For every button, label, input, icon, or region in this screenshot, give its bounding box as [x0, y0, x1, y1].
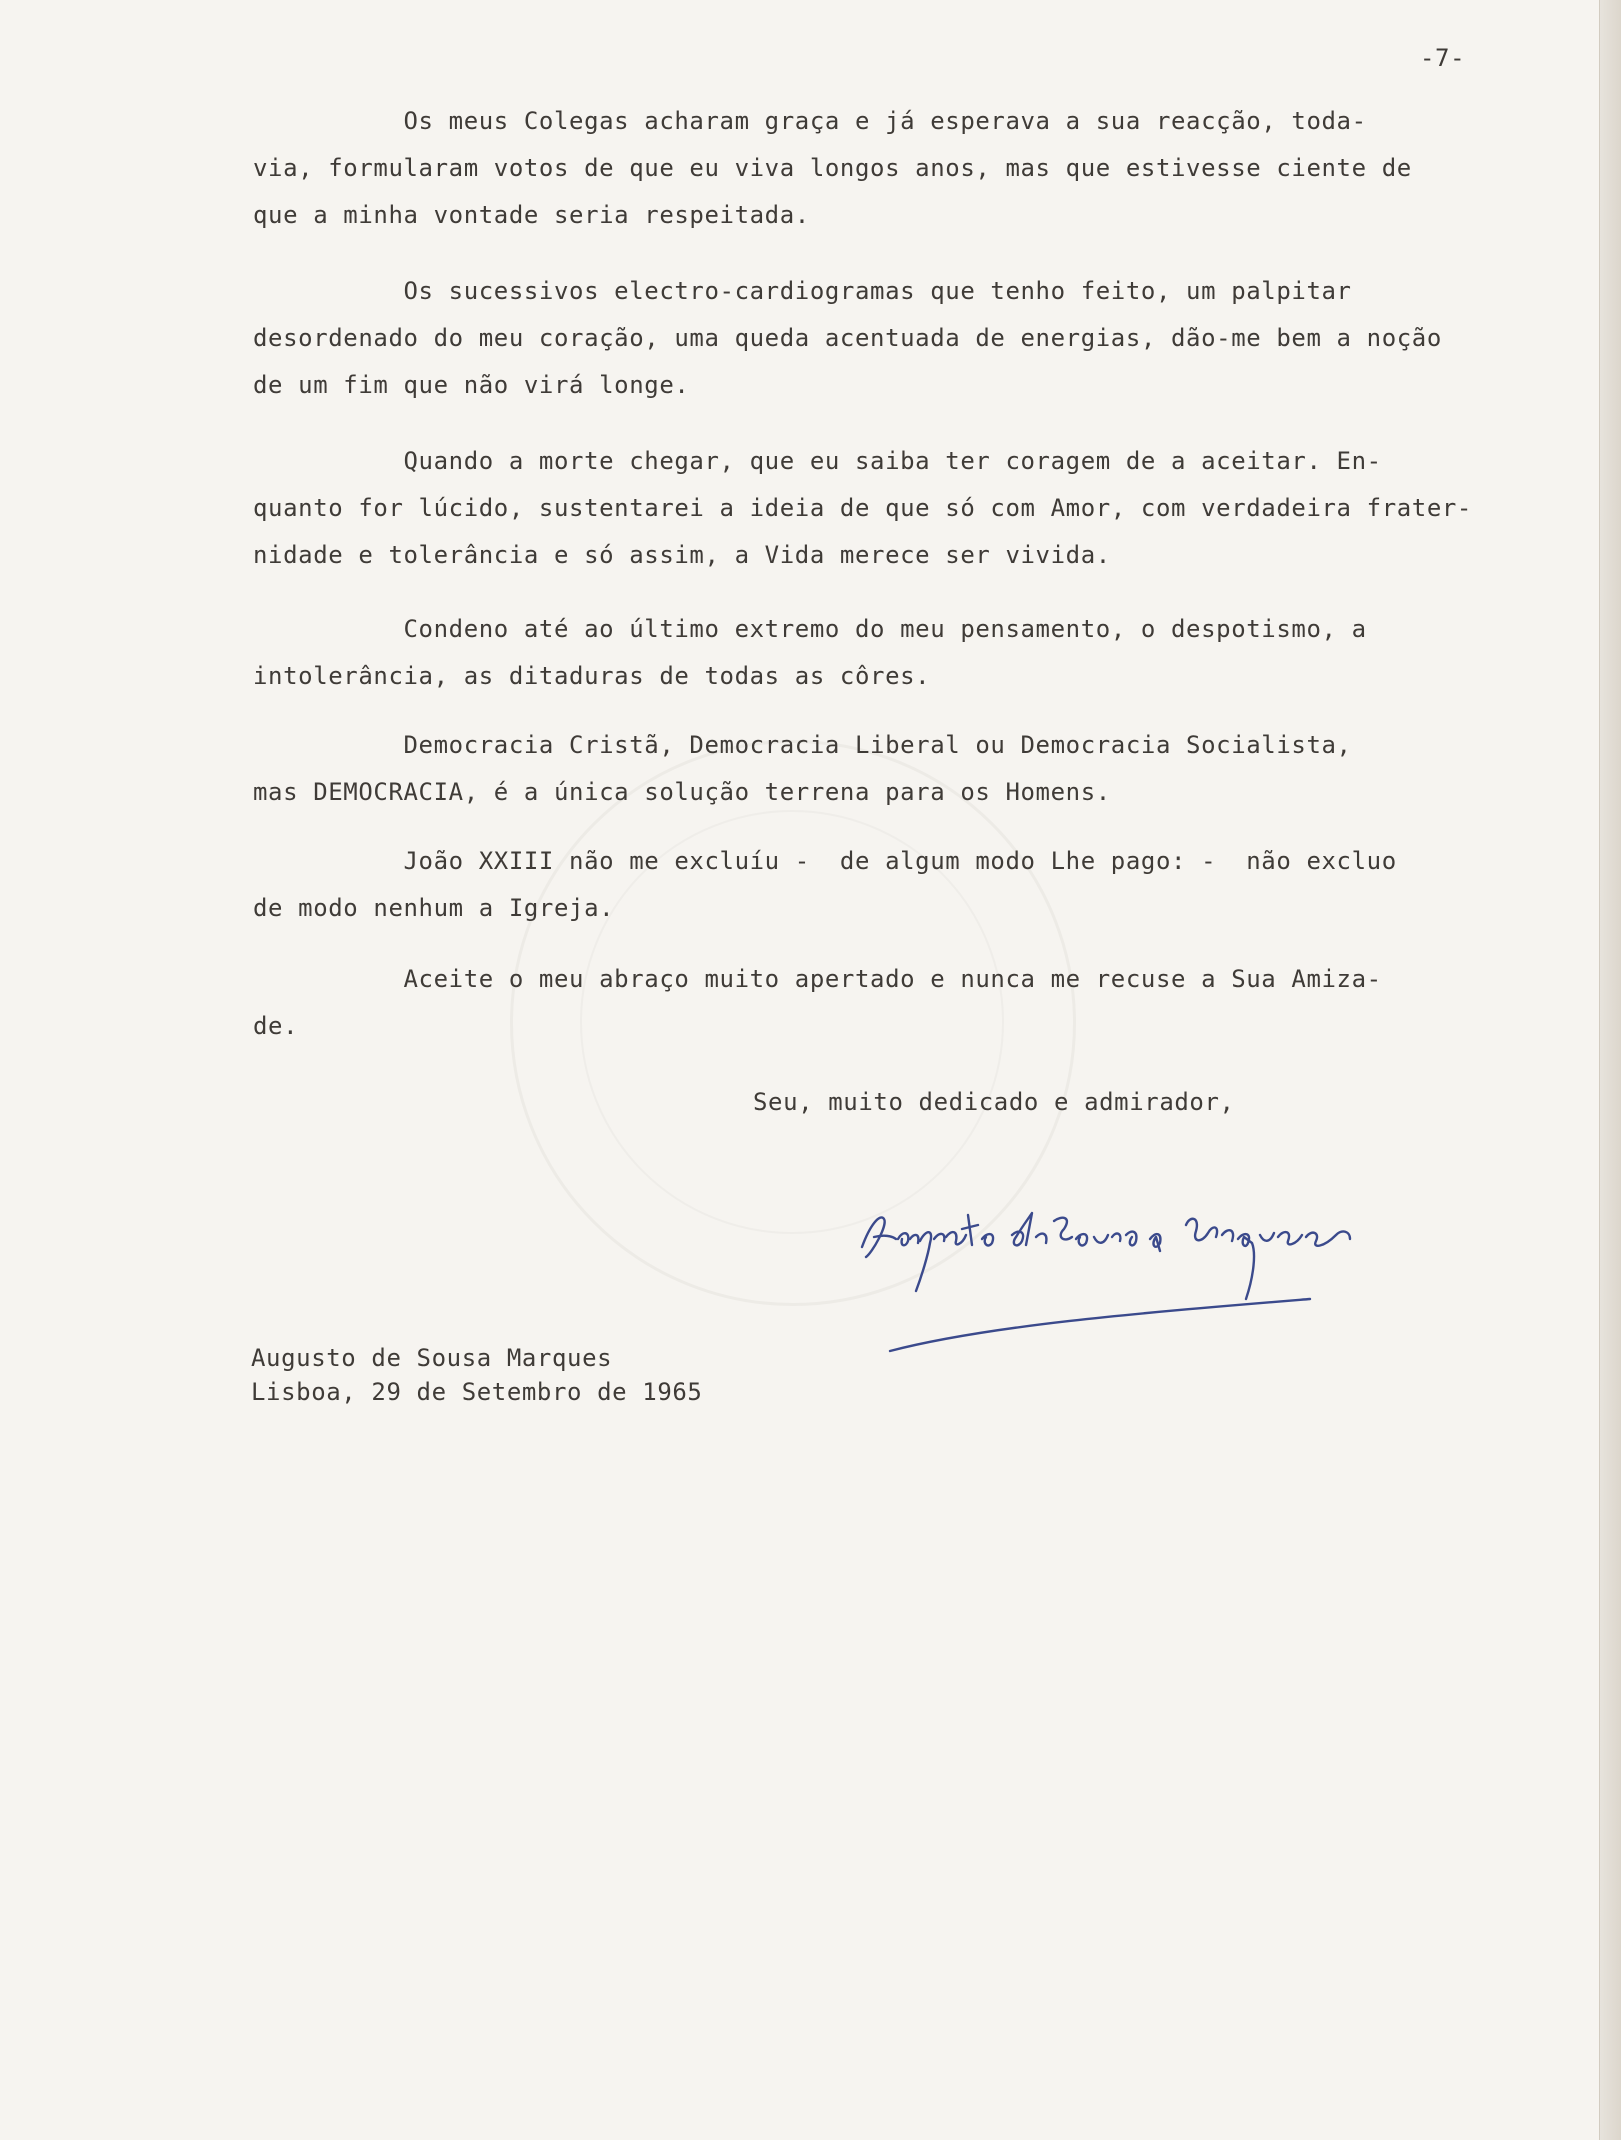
handwritten-signature	[850, 1195, 1390, 1355]
author-name: Augusto de Sousa Marques	[251, 1344, 613, 1372]
paragraph-death: Quando a morte chegar, que eu saiba ter coragem de a aceitar. En- quanto for lúcido, sustentarei a ideia de que só com Amor, com verdadeira frater- nidade e tolerância e só assim, a Vida merece ser vivida.	[253, 447, 1472, 569]
page-number: -7-	[1420, 44, 1466, 72]
paragraph-colleagues: Os meus Colegas acharam graça e já esperava a sua reacção, toda- via, formularam votos de que eu viva longos anos, mas que estivesse ciente de que a minha vontade seria respeitada.	[253, 107, 1412, 229]
closing-salutation: Seu, muito dedicado e admirador,	[753, 1088, 1235, 1116]
place-and-date: Lisboa, 29 de Setembro de 1965	[251, 1378, 703, 1406]
paragraph-despotism: Condeno até ao último extremo do meu pensamento, o despotismo, a intolerância, as ditaduras de todas as côres.	[253, 615, 1367, 690]
paper-edge	[1599, 0, 1621, 2140]
paragraph-church: João XXIII não me excluíu - de algum modo Lhe pago: - não excluo de modo nenhum a Igreja.	[253, 847, 1397, 922]
paragraph-health: Os sucessivos electro-cardiogramas que tenho feito, um palpitar desordenado do meu coração, uma queda acentuada de energias, dão-me bem a noção de um fim que não virá longe.	[253, 277, 1442, 399]
paragraph-farewell: Aceite o meu abraço muito apertado e nunca me recuse a Sua Amiza- de.	[253, 965, 1382, 1040]
paragraph-democracy: Democracia Cristã, Democracia Liberal ou Democracia Socialista, mas DEMOCRACIA, é a única solução terrena para os Homens.	[253, 731, 1352, 806]
